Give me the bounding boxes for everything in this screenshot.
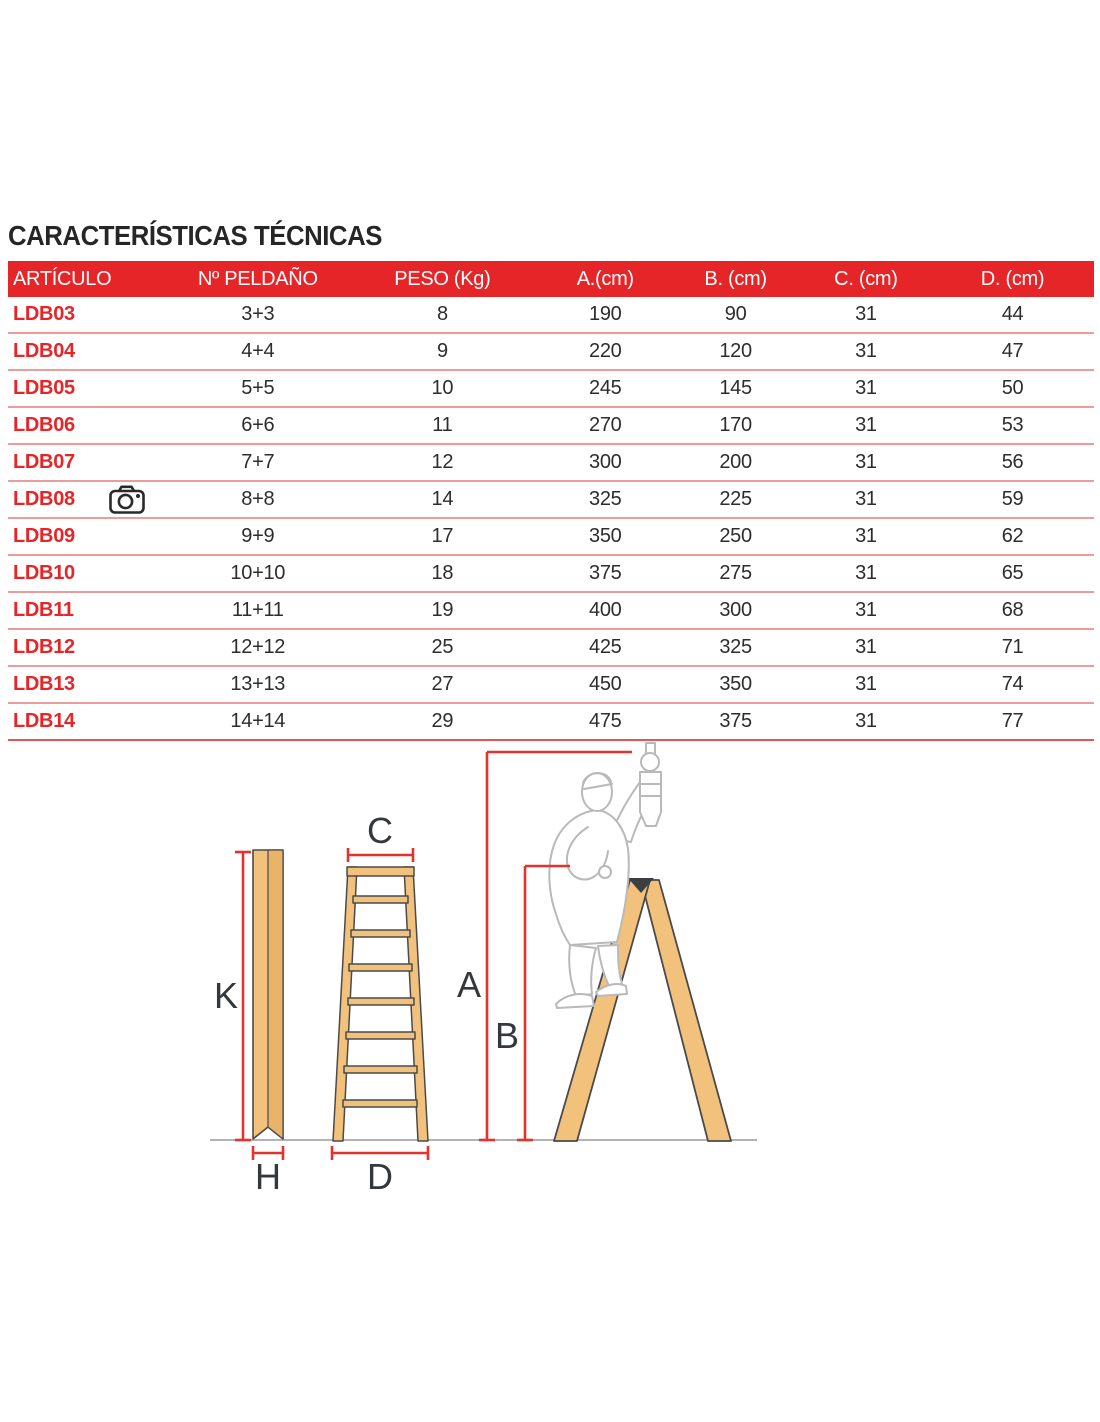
cell-peso: 17 [345,518,540,555]
article-code: LDB08 [13,488,75,510]
figure-drill-body [640,772,661,826]
cell-a: 475 [540,703,670,740]
cell-a: 220 [540,333,670,370]
cell-articulo [8,333,171,370]
cell-peldano: 4+4 [171,333,345,370]
column-header-2: PESO (Kg) [345,261,540,297]
table-row-ldb11 [8,592,1094,629]
dim-label-c: C [367,810,393,851]
cell-articulo [8,703,171,740]
cell-a: 245 [540,370,670,407]
column-header-5: C. (cm) [801,261,931,297]
cell-a: 375 [540,555,670,592]
article-code: LDB04 [13,340,75,362]
cell-b: 325 [670,629,800,666]
cell-a: 450 [540,666,670,703]
table-row-ldb07 [8,444,1094,481]
cell-peso: 29 [345,703,540,740]
table-row-ldb06 [8,407,1094,444]
cell-d: 65 [931,555,1094,592]
cell-peldano: 8+8 [171,481,345,518]
table-row-ldb10 [8,555,1094,592]
article-code: LDB05 [13,377,75,399]
cell-a: 325 [540,481,670,518]
cell-d: 50 [931,370,1094,407]
cell-b: 300 [670,592,800,629]
dim-label-a: A [456,964,481,1005]
worker-figure [549,743,661,1008]
table-row-ldb08 [8,481,1094,518]
cell-d: 71 [931,629,1094,666]
spec-table [8,261,1094,741]
cell-d: 68 [931,592,1094,629]
cell-c: 31 [801,592,931,629]
figure-hand [599,866,611,878]
cell-a: 300 [540,444,670,481]
ladder-dimension-diagram [0,742,1100,1222]
cell-articulo [8,629,171,666]
cell-b: 200 [670,444,800,481]
cell-c: 31 [801,629,931,666]
cell-d: 56 [931,444,1094,481]
cell-peldano: 12+12 [171,629,345,666]
column-header-4: B. (cm) [670,261,800,297]
cell-peso: 27 [345,666,540,703]
closed-ladder-drawing [253,850,283,1139]
cell-d: 77 [931,703,1094,740]
spec-table-body [8,297,1094,740]
article-code: LDB12 [13,636,75,658]
header-row [8,261,1094,297]
article-code: LDB03 [13,303,75,325]
cell-peso: 11 [345,407,540,444]
cell-peldano: 9+9 [171,518,345,555]
dim-label-k: K [213,975,238,1016]
cell-c: 31 [801,666,931,703]
cell-b: 90 [670,297,800,333]
cell-a: 350 [540,518,670,555]
cell-b: 350 [670,666,800,703]
cell-peso: 9 [345,333,540,370]
cell-peso: 18 [345,555,540,592]
front-ladder-drawing [333,867,428,1141]
spec-table-header [8,261,1094,297]
cell-c: 31 [801,703,931,740]
cell-articulo [8,518,171,555]
dim-label-b: B [494,1015,519,1056]
cell-d: 44 [931,297,1094,333]
cell-d: 47 [931,333,1094,370]
table-row-ldb12 [8,629,1094,666]
cell-peldano: 7+7 [171,444,345,481]
cell-b: 170 [670,407,800,444]
cell-articulo [8,370,171,407]
article-code: LDB14 [13,710,75,732]
article-code: LDB13 [13,673,75,695]
camera-icon[interactable] [108,485,146,515]
article-code: LDB11 [13,599,74,621]
table-row-ldb04 [8,333,1094,370]
cell-b: 120 [670,333,800,370]
figure-fist [641,753,659,771]
table-row-ldb13 [8,666,1094,703]
cell-peldano: 5+5 [171,370,345,407]
cell-articulo [8,592,171,629]
cell-c: 31 [801,333,931,370]
cell-articulo [8,666,171,703]
cell-b: 375 [670,703,800,740]
cell-articulo [8,407,171,444]
cell-c: 31 [801,444,931,481]
table-row-ldb09 [8,518,1094,555]
column-header-6: D. (cm) [931,261,1094,297]
cell-c: 31 [801,370,931,407]
cell-b: 275 [670,555,800,592]
cell-peldano: 3+3 [171,297,345,333]
cell-d: 53 [931,407,1094,444]
figure-torso [549,810,628,945]
cell-articulo [8,444,171,481]
cell-b: 145 [670,370,800,407]
cell-peso: 14 [345,481,540,518]
cell-d: 59 [931,481,1094,518]
cell-peso: 12 [345,444,540,481]
cell-peso: 8 [345,297,540,333]
cell-peso: 25 [345,629,540,666]
dim-label-h: H [255,1156,281,1197]
table-row-ldb03 [8,297,1094,333]
cell-peldano: 6+6 [171,407,345,444]
column-header-1: Nº PELDAÑO [171,261,345,297]
cell-d: 74 [931,666,1094,703]
cell-peldano: 11+11 [171,592,345,629]
article-code: LDB07 [13,451,75,473]
cell-a: 400 [540,592,670,629]
cell-articulo [8,481,171,518]
article-code: LDB06 [13,414,75,436]
page-title: CARACTERÍSTICAS TÉCNICAS [8,220,382,251]
cell-peldano: 10+10 [171,555,345,592]
cell-peldano: 13+13 [171,666,345,703]
article-code: LDB09 [13,525,75,547]
cell-articulo [8,297,171,333]
table-row-ldb14 [8,703,1094,740]
table-row-ldb05 [8,370,1094,407]
figure-leg-right [569,945,596,996]
figure-shoe-right [556,994,594,1008]
cell-b: 225 [670,481,800,518]
cell-c: 31 [801,518,931,555]
column-header-0: ARTÍCULO [8,261,171,297]
column-header-3: A.(cm) [540,261,670,297]
cell-c: 31 [801,297,931,333]
cell-a: 270 [540,407,670,444]
cell-articulo [8,555,171,592]
cell-c: 31 [801,481,931,518]
cell-peso: 10 [345,370,540,407]
article-code: LDB10 [13,562,75,584]
cell-b: 250 [670,518,800,555]
cell-c: 31 [801,407,931,444]
cell-c: 31 [801,555,931,592]
cell-peldano: 14+14 [171,703,345,740]
cell-a: 190 [540,297,670,333]
cell-d: 62 [931,518,1094,555]
cell-peso: 19 [345,592,540,629]
cell-a: 425 [540,629,670,666]
dim-label-d: D [367,1156,393,1197]
